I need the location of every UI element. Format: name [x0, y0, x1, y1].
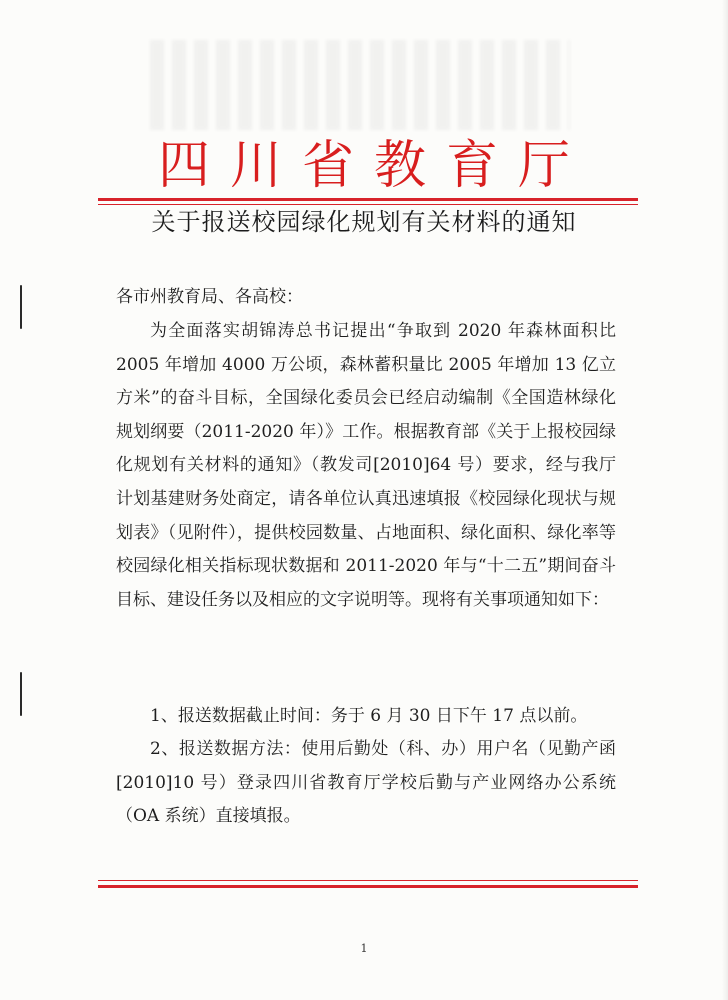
page-number: 1 — [360, 942, 368, 955]
notice-item-1: 1、报送数据截止时间：务于 6 月 30 日下午 17 点以前。 — [150, 706, 588, 726]
binding-mark-upper — [20, 285, 22, 329]
letterhead-org-name: 四川省教育厅 — [157, 136, 590, 196]
header-rule-thin — [98, 204, 638, 205]
footer-rule-thin — [98, 880, 638, 881]
header-rule-thick — [98, 198, 638, 201]
scan-bleed-through — [150, 40, 570, 130]
binding-mark-lower — [20, 672, 22, 716]
notice-title: 关于报送校园绿化规划有关材料的通知 — [151, 208, 577, 236]
main-paragraph: 为全面落实胡锦涛总书记提出“争取到 2020 年森林面积比 2005 年增加 4000 万公顷，森林蓄积量比 2005 年增加 13 亿立方米”的奋斗目标，全国绿化委员会已经启动编制《全国造林绿化规划纲要（2011-2020 年）》工作。根据教育部《关于上报校园绿化规划有关材料的通知》（教发司[2010]64 号）要求，经与我厅计划基建财务处商定，请各单位认真迅速填报《校园绿化现状与规划表》（见附件），提供校园数量、占地面积、绿化面积、绿化率等校园绿化相关指标现状数据和 2011-2020 年与“十二五”期间奋斗目标、建设任务以及相应的文字说明等。现将有关事项通知如下： — [116, 321, 616, 610]
footer-rule-thick — [98, 885, 638, 888]
salutation: 各市州教育局、各高校： — [116, 287, 303, 307]
scan-edge-shadow — [722, 0, 728, 1000]
notice-item-2: 2、报送数据方法：使用后勤处（科、办）用户名（见勤产函[2010]10 号）登录四川省教育厅学校后勤与产业网络办公系统（OA 系统）直接填报。 — [116, 739, 616, 827]
